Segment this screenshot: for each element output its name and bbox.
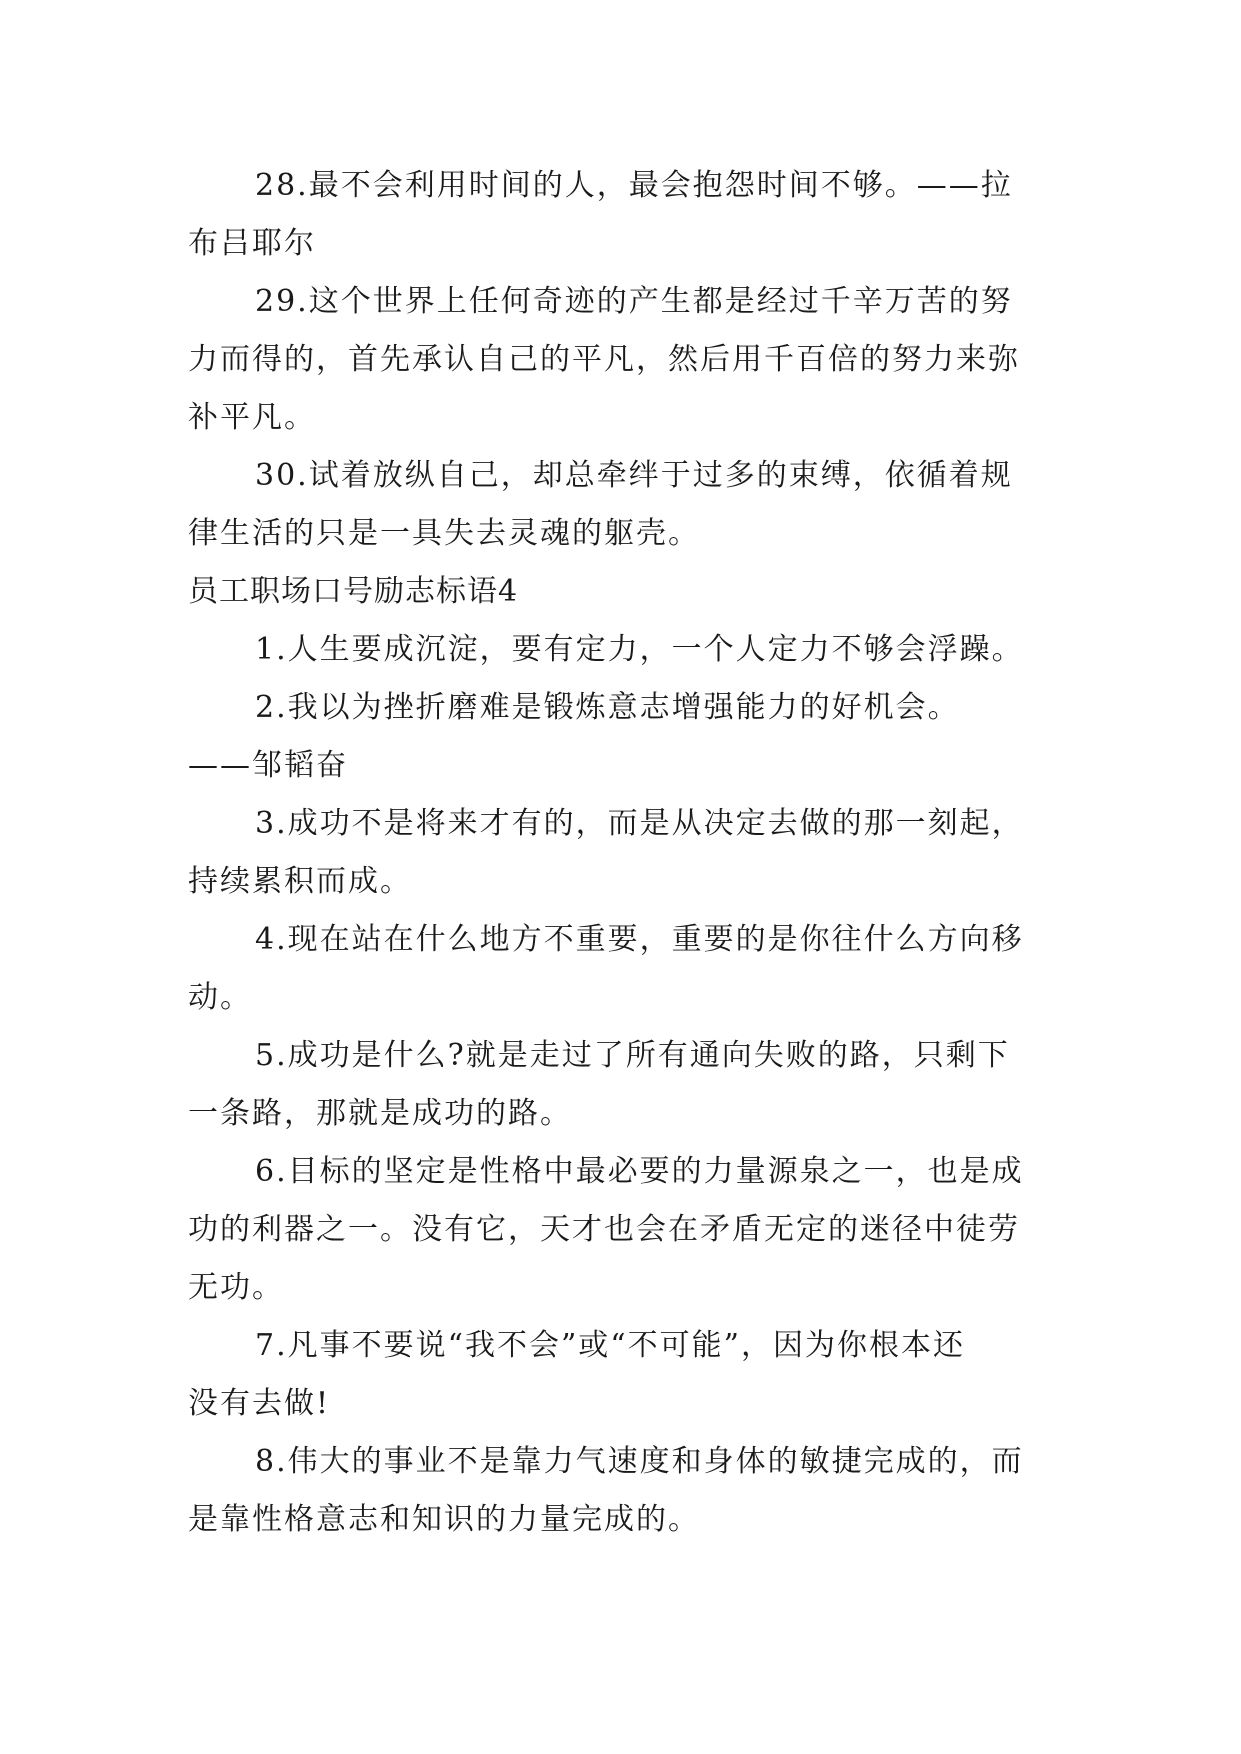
slogan-1-line-1: 1.人生要成沉淀，要有定力，一个人定力不够会浮躁。 xyxy=(255,632,1024,667)
slogan-3-line-2: 持续累积而成。 xyxy=(188,864,412,899)
slogan-6-line-2: 功的利器之一。没有它，天才也会在矛盾无定的迷径中徒劳 xyxy=(188,1212,1020,1247)
slogan-6-line-1: 6.目标的坚定是性格中最必要的力量源泉之一，也是成 xyxy=(255,1154,1024,1189)
quote-29-line-3: 补平凡。 xyxy=(188,400,316,435)
slogan-7-line-2: 没有去做! xyxy=(188,1386,331,1421)
slogan-6-line-3: 无功。 xyxy=(188,1270,284,1305)
slogan-5-line-2: 一条路，那就是成功的路。 xyxy=(188,1096,572,1131)
slogan-2-line-2: ——邹韬奋 xyxy=(188,748,348,783)
slogan-3-line-1: 3.成功不是将来才有的，而是从决定去做的那一刻起， xyxy=(255,806,1024,841)
slogan-8-line-2: 是靠性格意志和知识的力量完成的。 xyxy=(188,1502,700,1537)
quote-29-line-1: 29.这个世界上任何奇迹的产生都是经过千辛万苦的努 xyxy=(255,284,1013,319)
quote-29-line-2: 力而得的，首先承认自己的平凡，然后用千百倍的努力来弥 xyxy=(188,342,1020,377)
quote-28-line-1: 28.最不会利用时间的人，最会抱怨时间不够。——拉 xyxy=(255,168,1013,203)
slogan-5-line-1: 5.成功是什么?就是走过了所有通向失败的路，只剩下 xyxy=(255,1038,1010,1073)
quote-28-line-2: 布吕耶尔 xyxy=(188,226,316,261)
quote-30-line-2: 律生活的只是一具失去灵魂的躯壳。 xyxy=(188,516,700,551)
slogan-4-line-1: 4.现在站在什么地方不重要，重要的是你往什么方向移 xyxy=(255,922,1024,957)
slogan-8-line-1: 8.伟大的事业不是靠力气速度和身体的敏捷完成的，而 xyxy=(255,1444,1024,1479)
quote-30-line-1: 30.试着放纵自己，却总牵绊于过多的束缚，依循着规 xyxy=(255,458,1013,493)
section-heading: 员工职场口号励志标语4 xyxy=(188,574,519,609)
slogan-7-line-1: 7.凡事不要说“我不会”或“不可能”，因为你根本还 xyxy=(255,1328,965,1363)
slogan-2-line-1: 2.我以为挫折磨难是锻炼意志增强能力的好机会。 xyxy=(255,690,960,725)
slogan-4-line-2: 动。 xyxy=(188,980,252,1015)
